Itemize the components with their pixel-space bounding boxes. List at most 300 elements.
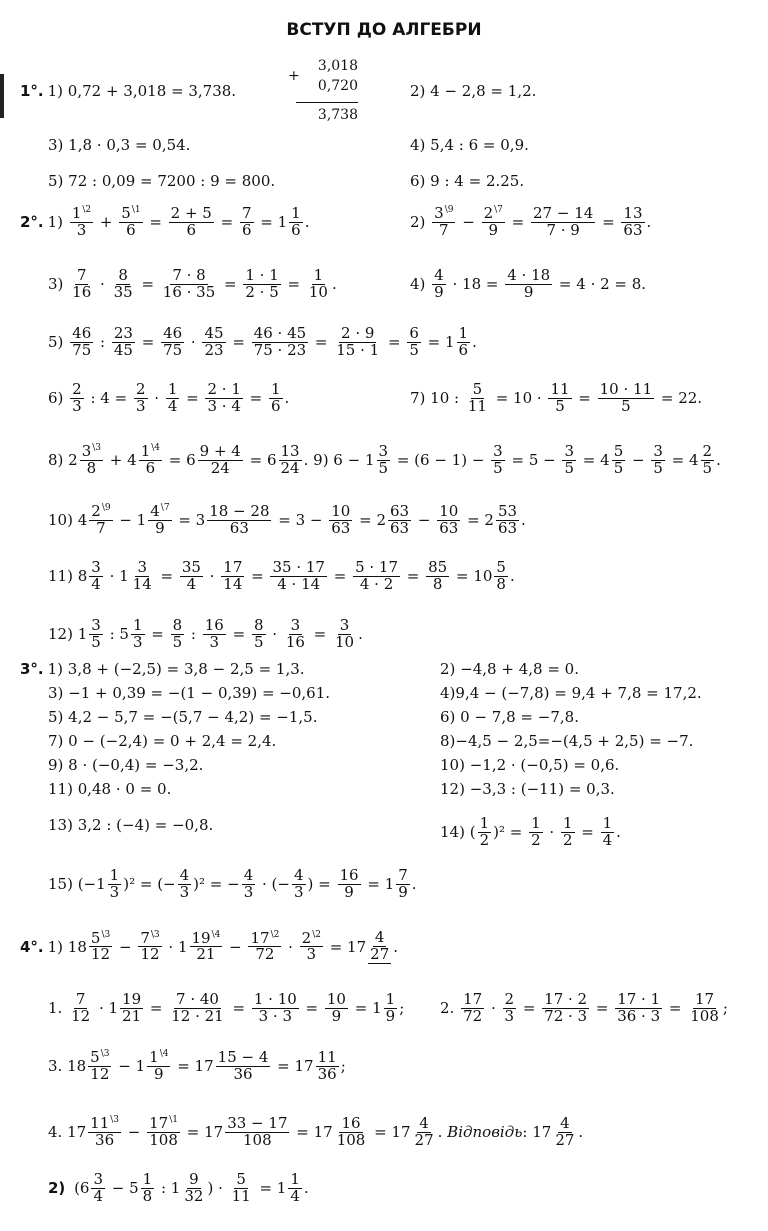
numerator: 27 − 14: [533, 204, 594, 222]
exercise-line: [48, 868, 417, 901]
numerator: 5: [496, 558, 506, 576]
expression-text: = 22.: [656, 389, 703, 408]
numerator: 3: [653, 442, 663, 460]
fraction: [240, 206, 254, 239]
expression-text: 12) −3,3 : (−11) = 0,3.: [440, 780, 615, 798]
fraction: [119, 206, 142, 239]
denominator: 63: [229, 518, 249, 537]
numerator: 1: [167, 380, 178, 398]
fraction: [230, 1172, 253, 1205]
expression-text: 4)9,4 − (−7,8) = 9,4 + 7,8 = 17,2.: [440, 684, 702, 702]
expression-text: ;: [722, 999, 728, 1018]
exercise-line: [48, 816, 213, 834]
expression-text: =: [244, 389, 267, 408]
numerator: $17^{\backslash 2}$: [250, 928, 280, 947]
expression-text: −: [123, 1123, 146, 1142]
expression-text: =: [308, 625, 332, 644]
expression-text: = 17: [324, 937, 367, 956]
exercise-line: [410, 382, 702, 415]
expression-text: 6) 0 − 7,8 = −7,8.: [440, 708, 579, 726]
denominator: 5: [409, 340, 419, 359]
numerator: 2 + 5: [170, 204, 212, 222]
expression-text: ;: [340, 1057, 346, 1076]
numerator: 2: [72, 380, 82, 398]
expression-text: 2): [410, 213, 431, 232]
numerator: 35 · 17: [272, 558, 325, 576]
denominator: 5: [564, 458, 575, 477]
fraction: [553, 1116, 576, 1149]
fraction: [252, 618, 266, 651]
numerator: 85: [428, 558, 448, 576]
exercise-number: 3°.: [20, 660, 44, 678]
denominator: 3 · 4: [207, 396, 241, 415]
fraction: [88, 1050, 111, 1083]
numerator: 17 · 1: [617, 990, 661, 1008]
expression-text: · (−: [257, 875, 290, 894]
expression-text: =: [227, 999, 250, 1018]
denominator: 2: [531, 830, 541, 849]
numerator: 2 · 1: [207, 380, 241, 398]
expression-text: 2) 4 − 2,8 = 1,2.: [410, 82, 537, 100]
denominator: 3: [306, 945, 317, 964]
expression-text: 1.: [48, 999, 68, 1018]
expression-text: ·: [149, 389, 164, 408]
exercise-line: [48, 756, 203, 774]
exercise-line: [48, 708, 317, 726]
numerator: 16: [204, 616, 224, 634]
fraction: [182, 1172, 205, 1205]
expression-text: :: [95, 333, 110, 352]
fraction: [300, 928, 323, 964]
expression-text: 5) 4,2 − 5,7 = −(5,7 − 4,2) = −1,5.: [48, 708, 318, 726]
denominator: 4: [91, 574, 101, 593]
expression-text: :: [186, 625, 201, 644]
expression-text: = 1: [422, 333, 455, 352]
expression-text: ·: [204, 567, 220, 586]
fraction: [198, 444, 243, 477]
numerator: 3: [137, 558, 147, 576]
denominator: 35: [113, 282, 133, 301]
numerator: 1: [602, 814, 613, 832]
column-addition: [288, 56, 358, 125]
denominator: 4: [167, 396, 178, 415]
expression-text: = 17: [291, 1123, 333, 1142]
fraction: [426, 560, 449, 593]
expression-text: 11) 0,48 · 0 = 0.: [48, 780, 172, 798]
exercise-line: [48, 684, 330, 702]
denominator: 27: [414, 1130, 434, 1149]
denominator: 36: [233, 1064, 253, 1083]
numerator: 3: [378, 442, 389, 460]
denominator: 12: [140, 945, 160, 964]
expression-text: 3) 1,8 · 0,3 = 0,54.: [48, 136, 191, 154]
expression-text: ) =: [307, 875, 336, 894]
numerator: 53: [497, 502, 518, 520]
fraction: [461, 992, 484, 1025]
numerator: $3^{\backslash 3}$: [81, 442, 102, 460]
numerator: 1: [271, 380, 281, 398]
expression-text: = (6 − 1) −: [392, 451, 490, 470]
extra-factor: \3: [150, 929, 160, 940]
expression-text: : 17: [522, 1123, 552, 1142]
expression-text: 4. 17: [48, 1123, 87, 1142]
fraction: [701, 444, 715, 477]
extra-factor: \9: [101, 503, 111, 513]
exercise-line: [48, 732, 276, 750]
numerator: 7: [241, 204, 252, 222]
numerator: 3: [493, 442, 503, 460]
denominator: 12: [91, 945, 111, 964]
fraction: [494, 560, 508, 593]
expression-text: =: [227, 333, 250, 352]
expression-text: ·: [95, 275, 110, 294]
numerator: 11: [317, 1048, 337, 1066]
denominator: 63: [331, 518, 351, 537]
fraction: [205, 382, 242, 415]
denominator: 5: [378, 458, 389, 477]
fraction: [139, 444, 162, 477]
exercise-line: [440, 780, 615, 798]
numerator: 4: [243, 866, 254, 884]
expression-text: − 1: [113, 1057, 146, 1076]
denominator: 16: [285, 632, 305, 651]
expression-text: =: [506, 213, 530, 232]
fraction: [252, 326, 308, 359]
exercise-line: [440, 708, 579, 726]
expression-text: − 5: [107, 1179, 139, 1198]
exercise-line: [48, 618, 363, 651]
denominator: 27: [555, 1130, 575, 1149]
fraction: [288, 1172, 302, 1205]
expression-text: ·: [283, 937, 298, 956]
fraction: [89, 504, 112, 537]
denominator: 21: [196, 945, 216, 964]
expression-text: .: [304, 213, 310, 232]
exercise-line: [48, 1172, 309, 1205]
fraction: [131, 560, 154, 593]
denominator: 3: [109, 882, 120, 901]
fraction: [482, 206, 505, 239]
fraction: [120, 992, 143, 1025]
expression-text: = 17: [182, 1123, 224, 1142]
fraction: [437, 504, 460, 537]
expression-text: .: [646, 213, 652, 232]
denominator: 5: [653, 458, 663, 477]
numerator: $7^{\backslash 3}$: [140, 928, 160, 947]
fraction: [432, 268, 446, 301]
numerator: 17: [223, 558, 243, 576]
expression-text: ·: [486, 999, 501, 1018]
exercise-number: 4°.: [20, 937, 44, 956]
expression-text: 10) 4: [48, 511, 88, 530]
expression-text: =: [219, 275, 242, 294]
fraction: [396, 868, 410, 901]
expression-text: −: [114, 937, 137, 956]
expression-text: = 10: [451, 567, 493, 586]
extra-factor: \4: [151, 443, 160, 453]
fraction: [353, 560, 400, 593]
numerator: 5: [613, 442, 624, 460]
expression-text: .: [521, 511, 526, 530]
expression-text: =: [227, 625, 250, 644]
expression-text: = 1: [362, 875, 395, 894]
numerator: $2^{\backslash 9}$: [91, 502, 111, 520]
denominator: 4: [93, 1186, 104, 1205]
expression-text: .: [303, 1179, 309, 1198]
numerator: 10: [331, 502, 351, 520]
denominator: 12 · 21: [171, 1006, 224, 1025]
denominator: 8: [432, 574, 443, 593]
numerator: 16: [339, 866, 359, 884]
numerator: 1 · 1: [245, 266, 279, 284]
numerator: $5^{\backslash 3}$: [90, 1048, 110, 1066]
exercise-number: 1°.: [20, 82, 44, 100]
fraction: [141, 1172, 155, 1205]
fraction: [178, 868, 192, 901]
numerator: 18 − 28: [209, 502, 270, 520]
expression-text: +: [95, 213, 118, 232]
numerator: 11: [550, 380, 570, 398]
expression-text: · 18 =: [447, 275, 504, 294]
exercise-line: [410, 82, 536, 100]
expression-text: ) ·: [207, 1179, 228, 1198]
expression-text: .: [393, 937, 399, 956]
expression-text: =: [282, 275, 305, 294]
exercise-line: [440, 756, 619, 774]
fraction: [207, 504, 271, 537]
denominator: 72: [255, 945, 275, 964]
numerator: 4: [419, 1114, 429, 1132]
numerator: 3: [290, 616, 301, 634]
expression-text: : 5: [104, 625, 129, 644]
denominator: 9: [154, 1064, 164, 1083]
expression-text: = 1: [254, 1179, 287, 1198]
denominator: 9: [488, 220, 499, 239]
expression-text: ;: [399, 999, 405, 1018]
expression-text: 4) 5,4 : 6 = 0,9.: [410, 136, 529, 154]
exercise-line: [410, 136, 529, 154]
expression-text: −: [413, 511, 436, 530]
denominator: 108: [336, 1130, 366, 1149]
denominator: 63: [439, 518, 459, 537]
expression-text: = 10 ·: [490, 389, 547, 408]
denominator: 7 · 9: [546, 220, 580, 239]
denominator: 5: [621, 396, 631, 415]
fraction: [89, 928, 112, 964]
fraction: [134, 382, 148, 415]
exercise-line: [48, 560, 515, 593]
expression-text: =: [181, 389, 204, 408]
fraction: [166, 382, 180, 415]
numerator: $5^{\backslash 1}$: [121, 204, 141, 222]
numerator: 10 · 11: [599, 380, 653, 398]
expression-text: =: [597, 213, 620, 232]
denominator: 12: [90, 1064, 110, 1083]
denominator: 63: [497, 518, 518, 537]
expression-text: 12) 1: [48, 625, 88, 644]
fraction: [112, 268, 135, 301]
denominator: 4 · 14: [277, 574, 321, 593]
denominator: 6: [186, 220, 197, 239]
numerator: $19^{\backslash 4}$: [191, 928, 221, 947]
numerator: 4: [434, 266, 444, 284]
numerator: 7 · 8: [172, 266, 206, 284]
denominator: 3: [135, 396, 146, 415]
denominator: 2 · 5: [245, 282, 279, 301]
expression-text: = 1: [349, 999, 382, 1018]
expression-text: =: [215, 213, 238, 232]
extra-factor: \1: [131, 205, 141, 215]
numerator: 2: [135, 380, 146, 398]
expression-text: =: [145, 999, 168, 1018]
expression-text: 6) 9 : 4 = 2.25.: [410, 172, 525, 190]
expression-text: )² =: [493, 823, 528, 842]
fraction: [70, 382, 84, 415]
numerator: 63: [390, 502, 410, 520]
fraction: [289, 206, 303, 239]
expression-text: 8)−4,5 − 2,5=−(4,5 + 2,5) = −7.: [440, 732, 694, 750]
extra-factor: \3: [101, 929, 111, 940]
expression-text: : 1: [156, 1179, 181, 1198]
fraction: [325, 992, 348, 1025]
denominator: 3: [243, 882, 254, 901]
extra-factor: \2: [312, 929, 321, 940]
expression-text: = 17: [172, 1057, 214, 1076]
fraction: [270, 560, 326, 593]
extra-factor: \9: [444, 205, 454, 215]
numerator: 1: [142, 1170, 153, 1188]
fraction: [161, 326, 184, 359]
numerator: 1: [531, 814, 541, 832]
denominator: 6: [241, 220, 252, 239]
expression-text: 2.: [440, 999, 460, 1018]
expression-text: .: [331, 275, 337, 294]
extra-factor: \2: [82, 205, 92, 215]
expression-text: = 6: [244, 451, 277, 470]
denominator: 14: [132, 574, 152, 593]
fraction: [562, 444, 576, 477]
exercise-line: [48, 444, 721, 477]
numerator: 17: [463, 990, 483, 1008]
expression-text: = 3: [173, 511, 206, 530]
expression-text: =: [155, 567, 178, 586]
numerator: 1: [132, 616, 143, 634]
denominator: 8: [142, 1186, 153, 1205]
exercise-line: [48, 268, 337, 301]
fraction: [148, 504, 171, 537]
expression-text: .: [358, 625, 363, 644]
denominator: 36: [95, 1130, 115, 1149]
expression-text: =: [328, 567, 352, 586]
numerator: 35: [181, 558, 201, 576]
fraction: [598, 382, 654, 415]
expression-text: 9) 8 · (−0,4) = −3,2.: [48, 756, 204, 774]
denominator: 5: [555, 396, 565, 415]
numerator: 1: [385, 990, 396, 1008]
fraction: [69, 992, 92, 1025]
fraction: [615, 992, 662, 1025]
page-title: ВСТУП ДО АЛГЕБРИ: [286, 20, 482, 40]
numerator: 8: [118, 266, 128, 284]
expression-text: =: [518, 999, 541, 1018]
expression-text: 7) 10 :: [410, 389, 464, 408]
expression-text: 5) 72 : 0,09 = 7200 : 9 = 800.: [48, 172, 276, 190]
denominator: 108: [243, 1130, 272, 1149]
denominator: 4: [186, 574, 197, 593]
expression-text: = 3 −: [273, 511, 328, 530]
exercise-line: [440, 732, 693, 750]
expression-text: + 4: [105, 451, 137, 470]
exercise-number: 2°.: [20, 213, 44, 232]
expression-text: 5): [48, 333, 69, 352]
fraction: [377, 444, 391, 477]
denominator: 8: [496, 574, 506, 593]
expression-text: =: [383, 333, 406, 352]
numerator: 4: [374, 928, 385, 946]
fraction: [542, 992, 589, 1025]
fraction: [561, 816, 575, 849]
fraction: [284, 618, 307, 651]
fraction: [202, 326, 225, 359]
denominator: 3: [209, 632, 220, 651]
denominator: 21: [122, 1006, 142, 1025]
numerator: 4 · 18: [507, 266, 551, 284]
denominator: 3 · 3: [258, 1006, 293, 1025]
denominator: 3: [72, 396, 82, 415]
numerator: 2: [504, 990, 515, 1008]
exercise-line: [20, 930, 398, 964]
numerator: 13: [623, 204, 643, 222]
expression-text: .: [284, 389, 290, 408]
denominator: 3: [293, 882, 304, 901]
denominator: 8: [86, 458, 97, 477]
fraction: [466, 382, 489, 415]
expression-text: =: [146, 625, 169, 644]
numerator: $1^{\backslash 4}$: [149, 1048, 169, 1066]
denominator: 5: [702, 458, 713, 477]
expression-text: .: [578, 1123, 584, 1142]
fraction: [307, 268, 330, 301]
expression-text: = 17: [369, 1123, 411, 1142]
fraction: [491, 444, 505, 477]
denominator: 27: [370, 944, 390, 963]
denominator: 72 · 3: [544, 1006, 588, 1025]
expression-text: 3. 18: [48, 1057, 87, 1076]
denominator: 7: [439, 220, 449, 239]
expression-text: =: [591, 999, 614, 1018]
margin-decoration: [0, 74, 4, 118]
expression-text: 3): [48, 275, 69, 294]
expression-text: .: [472, 333, 477, 352]
numerator: 5 · 17: [355, 558, 399, 576]
expression-text: 1) 18: [47, 937, 87, 956]
fraction: [131, 618, 145, 651]
numerator: $4^{\backslash 7}$: [150, 502, 170, 520]
fraction: [279, 444, 302, 477]
denominator: 9: [155, 518, 165, 537]
denominator: 2: [562, 830, 573, 849]
fraction: [180, 560, 203, 593]
expression-text: =: [310, 333, 333, 352]
expression-text: 11) 8: [48, 567, 88, 586]
fraction: [601, 816, 615, 849]
fraction: [80, 444, 103, 477]
numerator: 13: [280, 442, 300, 460]
numerator: $1^{\backslash 4}$: [140, 442, 160, 460]
fraction: [225, 1116, 289, 1149]
expression-text: ·: [544, 823, 559, 842]
fraction: [216, 1050, 271, 1083]
